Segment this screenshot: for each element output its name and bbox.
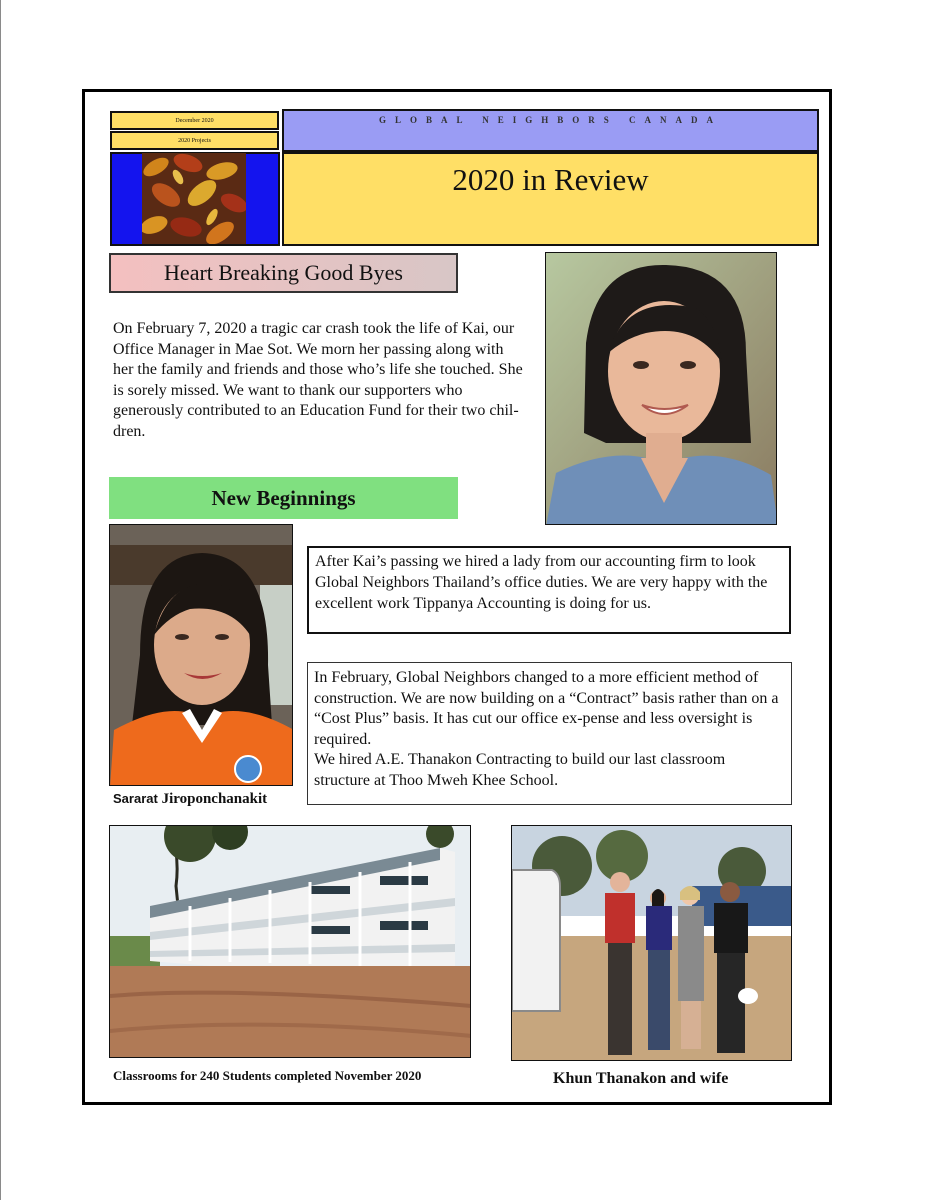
- heading-good-byes: Heart Breaking Good Byes: [109, 253, 458, 293]
- page-edge-rule: [0, 0, 1, 1200]
- issue-title: 2020 in Review: [452, 162, 649, 197]
- sararat-caption: [113, 791, 267, 808]
- org-name: GLOBAL NEIGHBORS CANADA: [378, 115, 723, 125]
- contractor-paragraph: We hired A.E. Thanakon Contracting to build our last classroom structure at Thoo Mweh Khee School.: [314, 751, 726, 789]
- date-tab: December 2020: [110, 111, 279, 130]
- caption-last-name: Jiroponchanakit: [161, 791, 268, 807]
- contractor-group-photo: [511, 825, 792, 1061]
- kai-tribute-paragraph: On February 7, 2020 a tragic car crash took the life of Kai, our Office Manager in Mae Sot. We morn her passing along with her the family and friends and those who’s life she touched. She is sorely missed. We want to thank our supporters who generously contributed to an Education Fund for their two chil-dren.: [113, 320, 523, 440]
- group-caption: Khun Thanakon and wife: [553, 1070, 729, 1087]
- section-tab: 2020 Projects: [110, 131, 279, 150]
- caption-first-name: Sararat: [113, 791, 158, 806]
- kai-portrait-photo: [545, 252, 777, 525]
- heading-new-beginnings: New Beginnings: [109, 477, 458, 519]
- title-band: [282, 152, 819, 246]
- classroom-caption: Classrooms for 240 Students completed November 2020: [113, 1068, 422, 1083]
- autumn-leaves-image: [142, 153, 246, 244]
- sararat-portrait-photo: [109, 524, 293, 786]
- construction-text-box: [307, 662, 792, 805]
- classroom-building-photo: [109, 825, 471, 1058]
- org-name-band: [282, 109, 819, 152]
- accounting-text-box: After Kai’s passing we hired a lady from our accounting firm to look Global Neighbors Thailand’s office duties. We are very happy with the excellent work Tippanya Accounting is doing for us.: [307, 546, 791, 634]
- construction-paragraph: In February, Global Neighbors changed to a more efficient method of construction. We are now building on a “Contract” basis rather than on a “Cost Plus” basis. It has cut our office ex-pense and less oversight is required.: [314, 669, 779, 748]
